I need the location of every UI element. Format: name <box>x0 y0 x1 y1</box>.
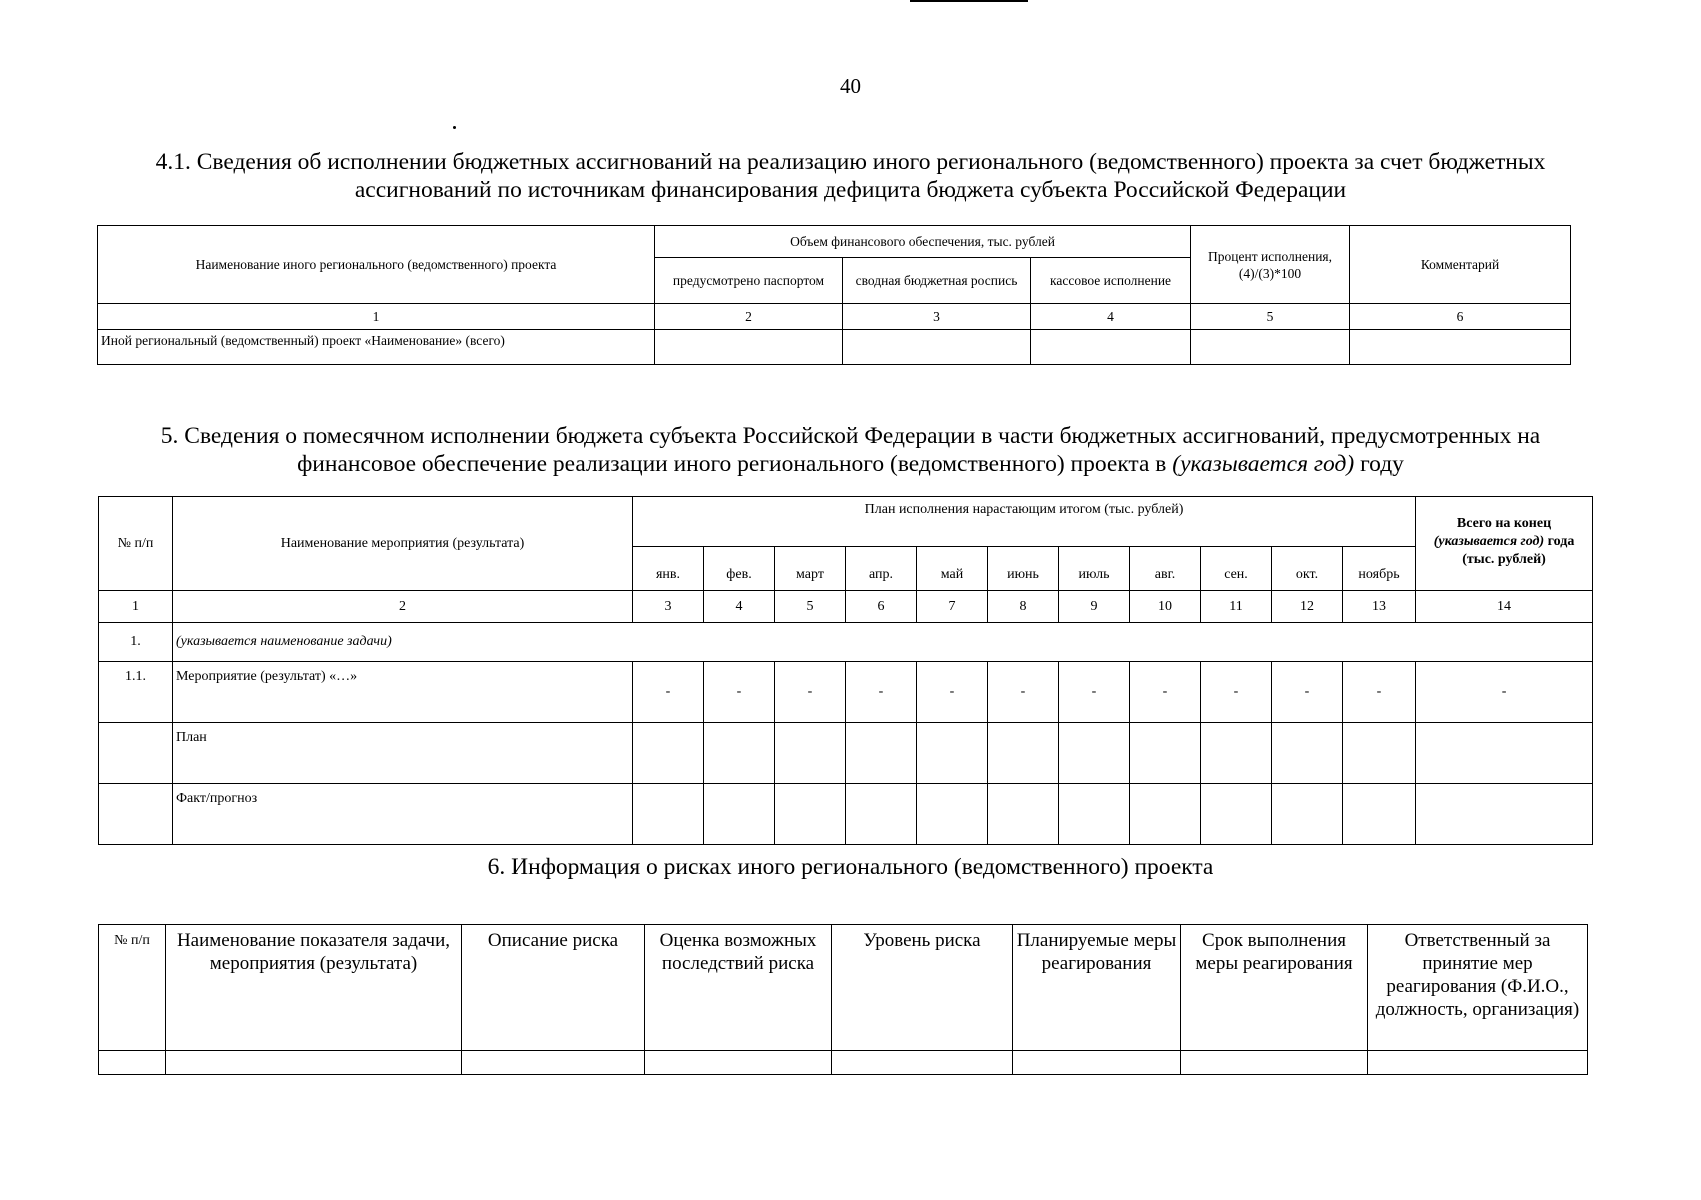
column-number: 10 <box>1130 591 1201 623</box>
table-cell <box>99 784 173 845</box>
table-cell <box>645 1051 832 1075</box>
month-header: янв. <box>633 547 704 591</box>
table-cell <box>1130 784 1201 845</box>
top-rule <box>910 0 1028 2</box>
table-cell <box>917 723 988 784</box>
page-number: 40 <box>840 74 861 98</box>
dash-cell: - <box>704 662 775 723</box>
table-cell <box>1368 1051 1588 1075</box>
table-cell <box>704 784 775 845</box>
dash-cell: - <box>1272 662 1343 723</box>
header-risk-assessment: Оценка возможных последствий риска <box>645 925 832 1051</box>
stray-dot <box>453 126 456 129</box>
column-number: 12 <box>1272 591 1343 623</box>
month-header: июнь <box>988 547 1059 591</box>
month-header: июль <box>1059 547 1130 591</box>
task-name: (указывается наименование задачи) <box>173 623 1593 662</box>
monthly-execution-table <box>98 496 1593 845</box>
column-number: 3 <box>843 304 1031 330</box>
dash-cell: - <box>1416 662 1593 723</box>
header-risk-description: Описание риска <box>462 925 645 1051</box>
table-cell <box>1272 784 1343 845</box>
dash-cell: - <box>633 662 704 723</box>
table-cell <box>846 723 917 784</box>
header-project-name: Наименование иного регионального (ведомственного) проекта <box>98 226 655 304</box>
dash-cell: - <box>988 662 1059 723</box>
header-indicator: Наименование показателя задачи, мероприятия (результата) <box>166 925 462 1051</box>
table-cell <box>988 723 1059 784</box>
table-cell <box>633 784 704 845</box>
column-number: 13 <box>1343 591 1416 623</box>
total-year-placeholder: (указывается год) <box>1433 534 1545 549</box>
month-header: март <box>775 547 846 591</box>
table-cell <box>1416 784 1593 845</box>
table-cell <box>166 1051 462 1075</box>
risks-table <box>98 924 1588 1075</box>
header-num: № п/п <box>99 497 173 591</box>
table-cell <box>917 784 988 845</box>
table-cell <box>655 330 843 365</box>
column-number: 5 <box>775 591 846 623</box>
plan-label: План <box>173 723 633 784</box>
task-number: 1. <box>99 623 173 662</box>
table-cell <box>1201 784 1272 845</box>
dash-cell: - <box>1343 662 1416 723</box>
column-number: 3 <box>633 591 704 623</box>
table-cell <box>704 723 775 784</box>
header-total <box>1416 497 1593 591</box>
column-number: 5 <box>1191 304 1350 330</box>
section-4-1-heading <box>0 148 1701 204</box>
column-number: 2 <box>173 591 633 623</box>
table-cell <box>1130 723 1201 784</box>
column-number: 1 <box>98 304 655 330</box>
table-cell <box>462 1051 645 1075</box>
section-4-1-heading-line1: 4.1. Сведения об исполнении бюджетных ассигнований на реализацию иного регионального (ведомственного) проекта за счет бюджетных <box>155 149 1546 175</box>
dash-cell: - <box>917 662 988 723</box>
dash-cell: - <box>1130 662 1201 723</box>
month-header: ноябрь <box>1343 547 1416 591</box>
header-measures: Планируемые меры реагирования <box>1013 925 1181 1051</box>
table-cell <box>633 723 704 784</box>
table-cell <box>1272 723 1343 784</box>
month-header: апр. <box>846 547 917 591</box>
budget-execution-table <box>97 225 1571 365</box>
column-number: 9 <box>1059 591 1130 623</box>
table-cell <box>1416 723 1593 784</box>
month-header: авг. <box>1130 547 1201 591</box>
table-cell <box>1350 330 1571 365</box>
event-number: 1.1. <box>99 662 173 723</box>
table-cell <box>832 1051 1013 1075</box>
table-cell <box>1191 330 1350 365</box>
dash-cell: - <box>1059 662 1130 723</box>
table-cell <box>988 784 1059 845</box>
column-number: 2 <box>655 304 843 330</box>
table-cell <box>1201 723 1272 784</box>
header-num: № п/п <box>99 925 166 1051</box>
event-name: Мероприятие (результат) «…» <box>173 662 633 723</box>
section-5-heading <box>0 422 1701 478</box>
table-cell <box>1343 723 1416 784</box>
header-plan-group: План исполнения нарастающим итогом (тыс. рублей) <box>633 497 1416 547</box>
month-header: окт. <box>1272 547 1343 591</box>
table-cell <box>1059 784 1130 845</box>
header-passport: предусмотрено паспортом <box>655 258 843 304</box>
month-header: май <box>917 547 988 591</box>
heading-text: году <box>1360 451 1404 477</box>
column-number: 4 <box>704 591 775 623</box>
table-cell <box>775 723 846 784</box>
column-number: 6 <box>1350 304 1571 330</box>
month-header: сен. <box>1201 547 1272 591</box>
section-4-1-heading-line2: ассигнований по источникам финансирования дефицита бюджета субъекта Российской Федерации <box>354 177 1347 203</box>
fact-label: Факт/прогноз <box>173 784 633 845</box>
dash-cell: - <box>775 662 846 723</box>
column-number: 1 <box>99 591 173 623</box>
table-cell <box>1343 784 1416 845</box>
table-cell <box>1031 330 1191 365</box>
column-number: 4 <box>1031 304 1191 330</box>
dash-cell: - <box>846 662 917 723</box>
row-project-label: Иной региональный (ведомственный) проект «Наименование» (всего) <box>98 330 655 365</box>
column-number: 11 <box>1201 591 1272 623</box>
header-percent: Процент исполнения, (4)/(3)*100 <box>1191 226 1350 304</box>
heading-year-placeholder: (указывается год) <box>1172 451 1355 477</box>
column-number: 6 <box>846 591 917 623</box>
month-header: фев. <box>704 547 775 591</box>
column-number: 8 <box>988 591 1059 623</box>
header-comment: Комментарий <box>1350 226 1571 304</box>
table-cell <box>843 330 1031 365</box>
section-5-heading-line1: 5. Сведения о помесячном исполнении бюджета субъекта Российской Федерации в части бюджетных ассигнований, предусмотренных на <box>160 423 1541 449</box>
table-cell <box>1059 723 1130 784</box>
table-cell <box>1181 1051 1368 1075</box>
total-label: года <box>1547 534 1575 549</box>
header-deadline: Срок выполнения меры реагирования <box>1181 925 1368 1051</box>
table-cell <box>99 723 173 784</box>
header-responsible: Ответственный за принятие мер реагирования (Ф.И.О., должность, организация) <box>1368 925 1588 1051</box>
header-cash-execution: кассовое исполнение <box>1031 258 1191 304</box>
section-5-heading-line2 <box>0 450 1701 478</box>
column-number: 7 <box>917 591 988 623</box>
table-cell <box>846 784 917 845</box>
dash-cell: - <box>1201 662 1272 723</box>
table-cell <box>1013 1051 1181 1075</box>
header-budget-list: сводная бюджетная роспись <box>843 258 1031 304</box>
heading-text: финансовое обеспечение реализации иного регионального (ведомственного) проекта в <box>297 451 1167 477</box>
total-unit: (тыс. рублей) <box>1462 552 1546 567</box>
table-cell <box>775 784 846 845</box>
table-cell <box>99 1051 166 1075</box>
section-6-heading: 6. Информация о рисках иного регионального (ведомственного) проекта <box>487 854 1214 880</box>
total-label: Всего на конец <box>1456 516 1552 531</box>
header-risk-level: Уровень риска <box>832 925 1013 1051</box>
column-number: 14 <box>1416 591 1593 623</box>
header-volume-group: Объем финансового обеспечения, тыс. рублей <box>655 226 1191 258</box>
header-event-name: Наименование мероприятия (результата) <box>173 497 633 591</box>
